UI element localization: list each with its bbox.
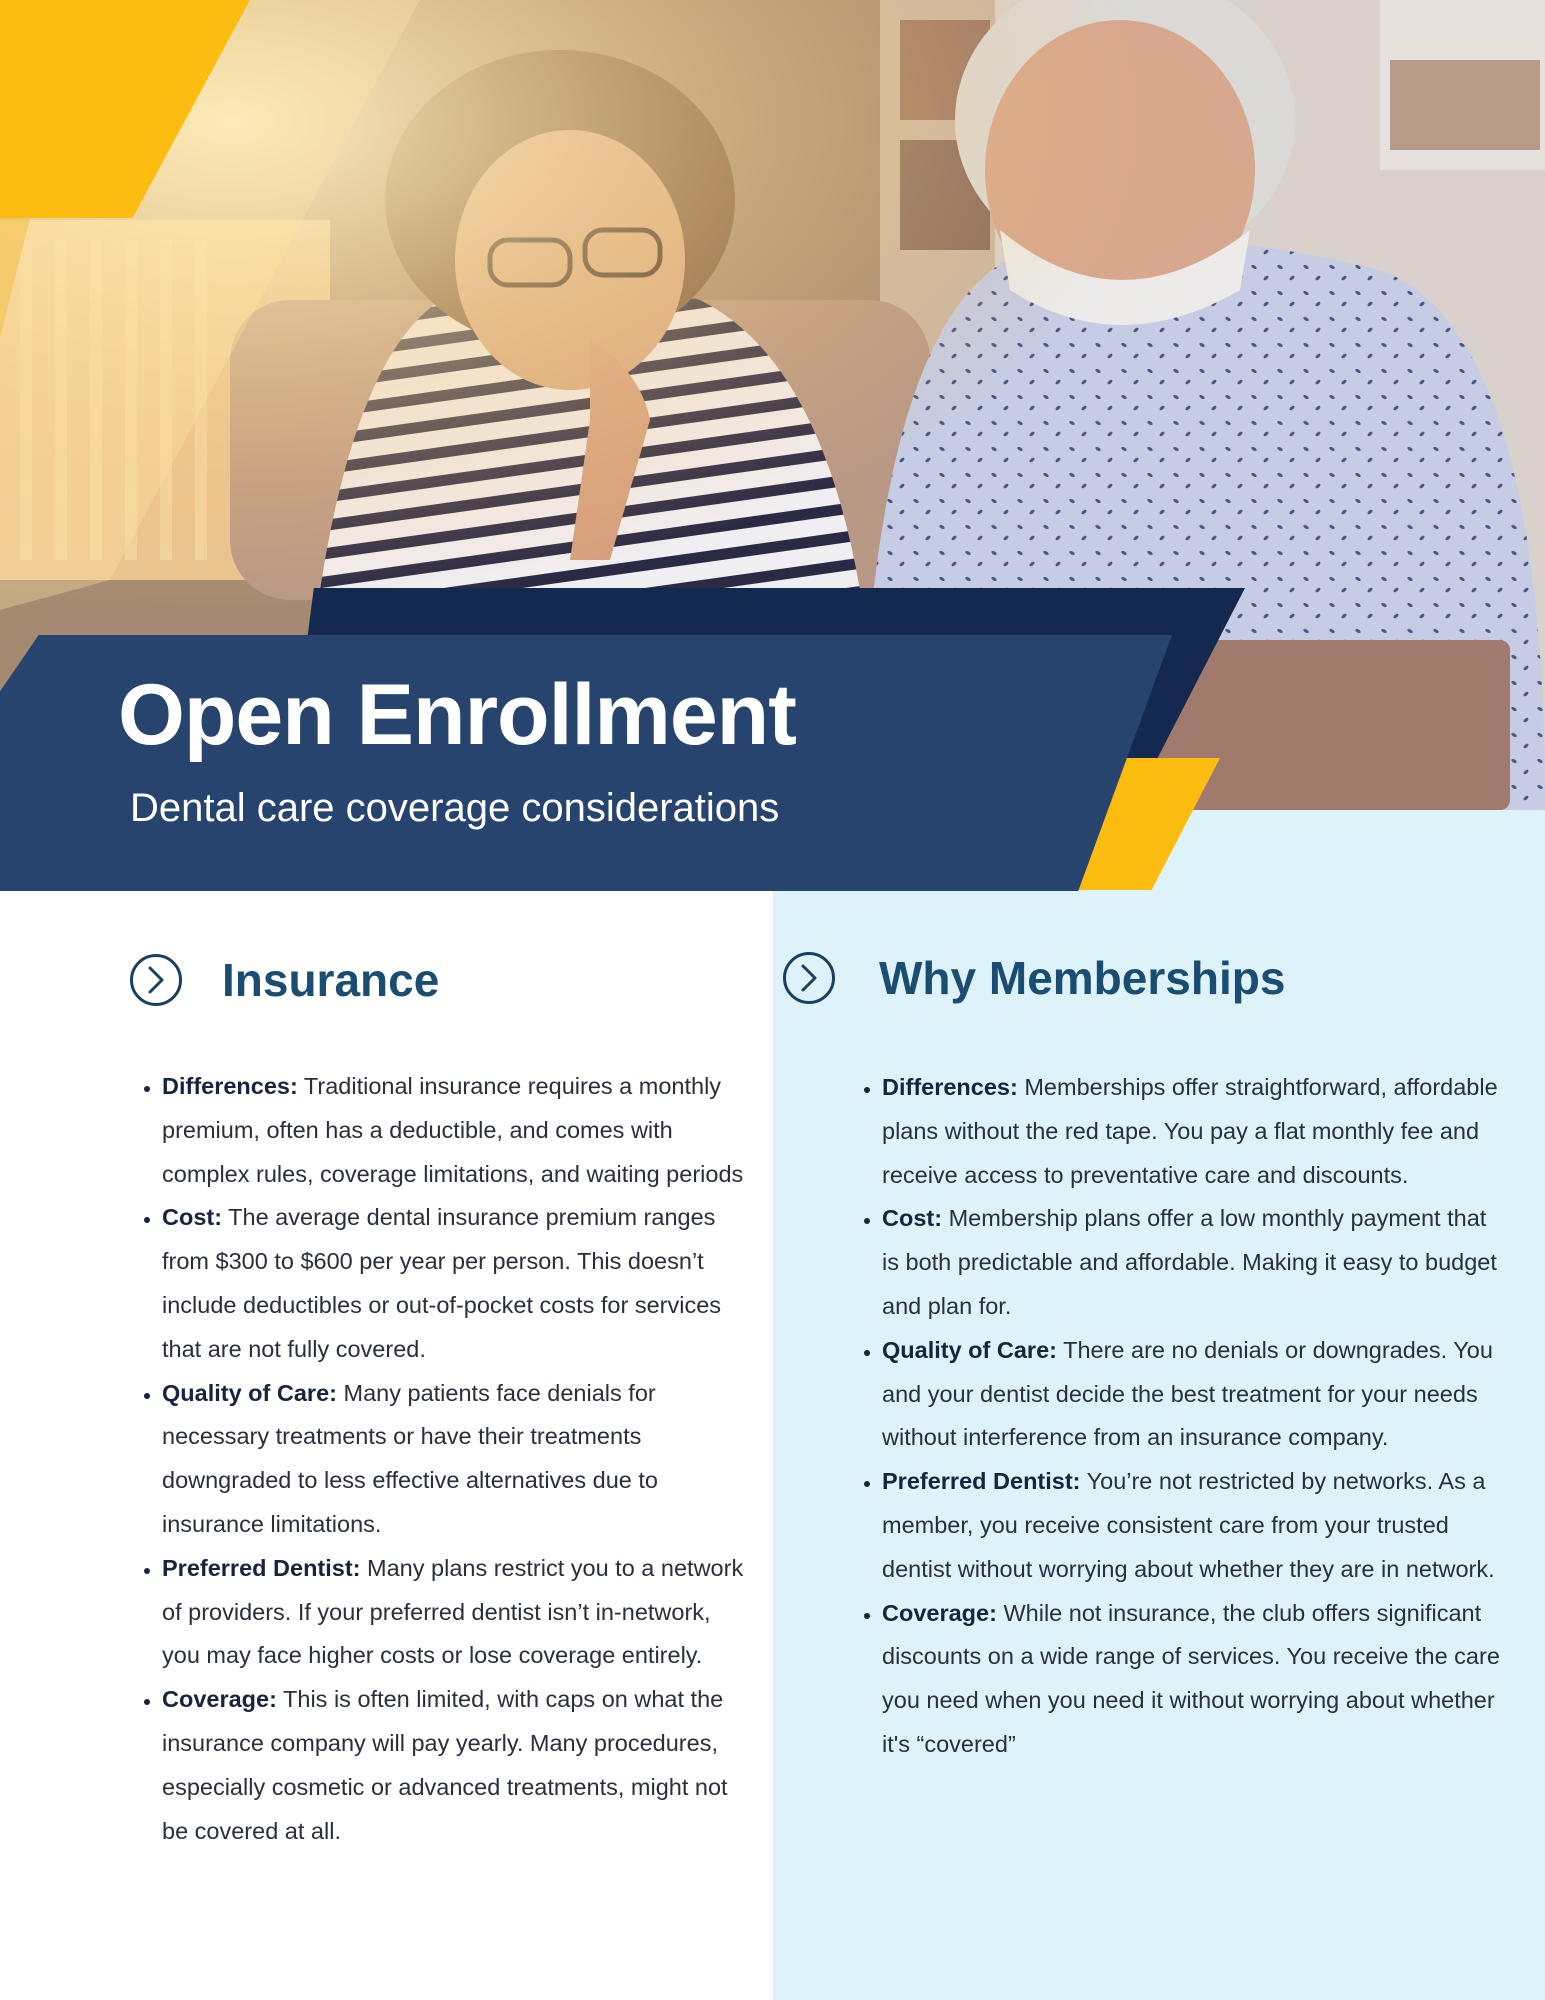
- insurance-heading: [130, 954, 439, 1006]
- item-text: This is often limited, with caps on what the insurance company will pay yearly. Many procedures, especially cosmetic or advanced treatments, might not be covered at all.: [162, 1686, 728, 1844]
- item-term: Coverage:: [882, 1599, 997, 1626]
- list-item: [882, 1592, 1502, 1767]
- item-text: You’re not restricted by networks. As a member, you receive consistent care from your trusted dentist without worrying about whether they are in network.: [882, 1468, 1495, 1582]
- item-term: Quality of Care:: [162, 1379, 337, 1406]
- memberships-heading-text: Why Memberships: [879, 952, 1286, 1004]
- memberships-heading: [783, 952, 1285, 1004]
- list-item: [162, 1372, 752, 1547]
- memberships-panel-top: [1180, 810, 1545, 890]
- insurance-list: [130, 1065, 752, 1853]
- item-term: Coverage:: [162, 1686, 277, 1713]
- item-term: Preferred Dentist:: [162, 1554, 361, 1581]
- list-item: [882, 1329, 1502, 1460]
- list-item: [882, 1066, 1502, 1197]
- item-text: Many plans restrict you to a network of providers. If your preferred dentist isn’t in-network, you may face higher costs or lose coverage entirely.: [162, 1554, 744, 1669]
- page-subtitle: Dental care coverage considerations: [130, 786, 780, 830]
- chevron-right-circle-icon: [783, 952, 835, 1004]
- list-item: [162, 1547, 752, 1678]
- chevron-right-circle-icon: [130, 954, 182, 1006]
- list-item: [882, 1460, 1502, 1591]
- item-text: While not insurance, the club offers significant discounts on a wide range of services. You receive the care you need when you need it without worrying about whether it's “covered”: [882, 1599, 1500, 1757]
- list-item: [162, 1065, 752, 1196]
- item-term: Differences:: [162, 1073, 298, 1099]
- item-text: Many patients face denials for necessary treatments or have their treatments downgraded to less effective alternatives due to insurance limitations.: [162, 1379, 658, 1537]
- item-text: Traditional insurance requires a monthly premium, often has a deductible, and comes with complex rules, coverage limitations, and waiting periods: [162, 1073, 744, 1187]
- list-item: [162, 1678, 752, 1853]
- item-text: There are no denials or downgrades. You and your dentist decide the best treatment for your needs without interference from an insurance company.: [882, 1336, 1493, 1451]
- item-text: Memberships offer straightforward, affordable plans without the red tape. You pay a flat monthly fee and receive access to preventative care and discounts.: [882, 1074, 1498, 1188]
- page-title: Open Enrollment: [118, 667, 796, 763]
- insurance-heading-text: Insurance: [222, 954, 440, 1006]
- item-term: Quality of Care:: [882, 1336, 1057, 1363]
- memberships-list: [850, 1066, 1502, 1767]
- item-term: Cost:: [882, 1205, 943, 1232]
- list-item: [882, 1197, 1502, 1328]
- item-term: Differences:: [882, 1074, 1018, 1100]
- item-term: Preferred Dentist:: [882, 1468, 1081, 1495]
- item-text: Membership plans offer a low monthly payment that is both predictable and affordable. Making it easy to budget and plan for.: [882, 1205, 1497, 1319]
- item-term: Cost:: [162, 1204, 223, 1231]
- item-text: The average dental insurance premium ranges from $300 to $600 per year per person. This doesn’t include deductibles or out-of-pocket costs for services that are not fully covered.: [162, 1204, 722, 1362]
- list-item: [162, 1196, 752, 1371]
